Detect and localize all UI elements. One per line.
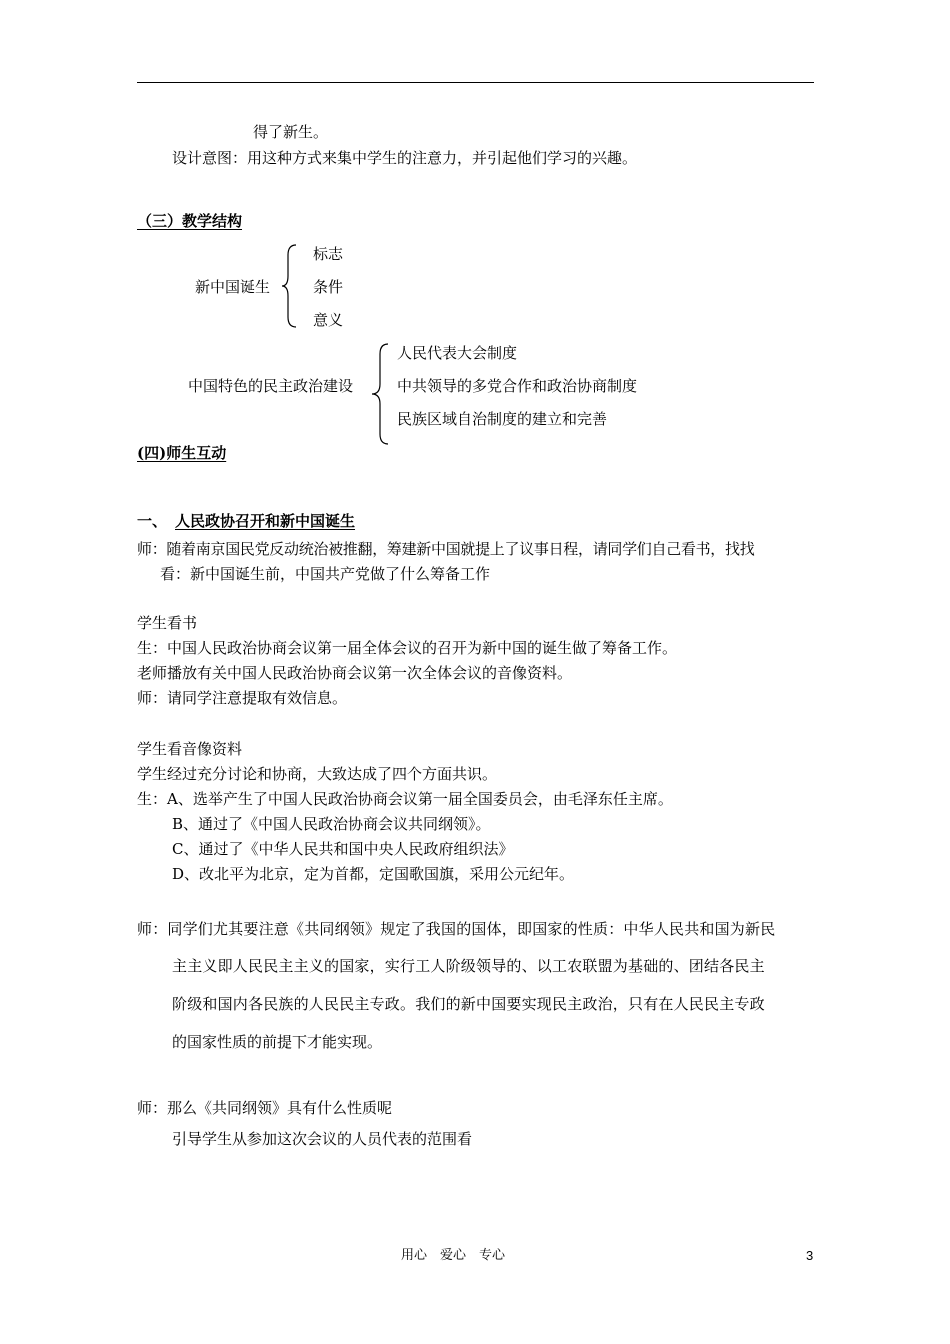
paragraph-line: 师：随着南京国民党反动统治被推翻，筹建新中国就提上了议事日程，请同学们自己看书，找找 bbox=[137, 540, 755, 558]
paragraph-line: 主主义即人民民主主义的国家，实行工人阶级领导的、以工农联盟为基础的、团结各民主 bbox=[172, 957, 765, 975]
structure-item: 民族区域自治制度的建立和完善 bbox=[397, 410, 608, 428]
consensus-item: B、通过了《中国人民政治协商会议共同纲领》。 bbox=[172, 815, 491, 833]
section-heading-3: （三）教学结构 bbox=[137, 212, 243, 230]
intro-line: 得了新生。 bbox=[253, 123, 329, 141]
page-number: 3 bbox=[806, 1248, 814, 1263]
sub-heading-number: 一、 bbox=[137, 512, 168, 530]
paragraph-line: 老师播放有关中国人民政治协商会议第一次全体会议的音像资料。 bbox=[137, 664, 573, 682]
section-heading-4: (四)师生互动 bbox=[137, 444, 227, 462]
structure-item: 中共领导的多党合作和政治协商制度 bbox=[397, 377, 638, 395]
paragraph-line: 引导学生从参加这次会议的人员代表的范围看 bbox=[172, 1130, 473, 1148]
structure-item: 条件 bbox=[313, 278, 344, 296]
footer-motto: 用心 爱心 专心 bbox=[401, 1248, 506, 1263]
structure-item: 意义 bbox=[313, 311, 344, 329]
paragraph-line: 师：同学们尤其要注意《共同纲领》规定了我国的国体，即国家的性质：中华人民共和国为新民 bbox=[137, 920, 776, 938]
design-intent: 设计意图：用这种方式来集中学生的注意力，并引起他们学习的兴趣。 bbox=[172, 149, 638, 167]
brace-icon bbox=[280, 243, 298, 329]
structure-label-2: 中国特色的民主政治建设 bbox=[188, 377, 354, 395]
paragraph-line: 师：请同学注意提取有效信息。 bbox=[137, 689, 348, 707]
paragraph-line: 看：新中国诞生前，中国共产党做了什么筹备工作 bbox=[160, 565, 491, 583]
sub-heading: 人民政协召开和新中国诞生 bbox=[175, 512, 356, 530]
paragraph-line: 学生看音像资料 bbox=[137, 740, 243, 758]
header-rule bbox=[137, 82, 814, 83]
brace-icon bbox=[370, 342, 390, 446]
paragraph-line: 阶级和国内各民族的人民民主专政。我们的新中国要实现民主政治，只有在人民民主专政 bbox=[172, 995, 765, 1013]
consensus-item: D、改北平为北京，定为首都，定国歌国旗，采用公元纪年。 bbox=[172, 865, 575, 883]
consensus-item: C、通过了《中华人民共和国中央人民政府组织法》 bbox=[172, 840, 514, 858]
paragraph-line: 生：中国人民政治协商会议第一届全体会议的召开为新中国的诞生做了筹备工作。 bbox=[137, 639, 678, 657]
paragraph-line: 学生经过充分讨论和协商，大致达成了四个方面共识。 bbox=[137, 765, 498, 783]
paragraph-line: 师：那么《共同纲领》具有什么性质呢 bbox=[137, 1099, 393, 1117]
structure-item: 标志 bbox=[313, 245, 344, 263]
paragraph-line: 生：A、选举产生了中国人民政治协商会议第一届全国委员会，由毛泽东任主席。 bbox=[137, 790, 673, 808]
structure-label-1: 新中国诞生 bbox=[195, 278, 271, 296]
paragraph-line: 的国家性质的前提下才能实现。 bbox=[172, 1033, 383, 1051]
paragraph-line: 学生看书 bbox=[137, 614, 198, 632]
structure-item: 人民代表大会制度 bbox=[397, 344, 518, 362]
